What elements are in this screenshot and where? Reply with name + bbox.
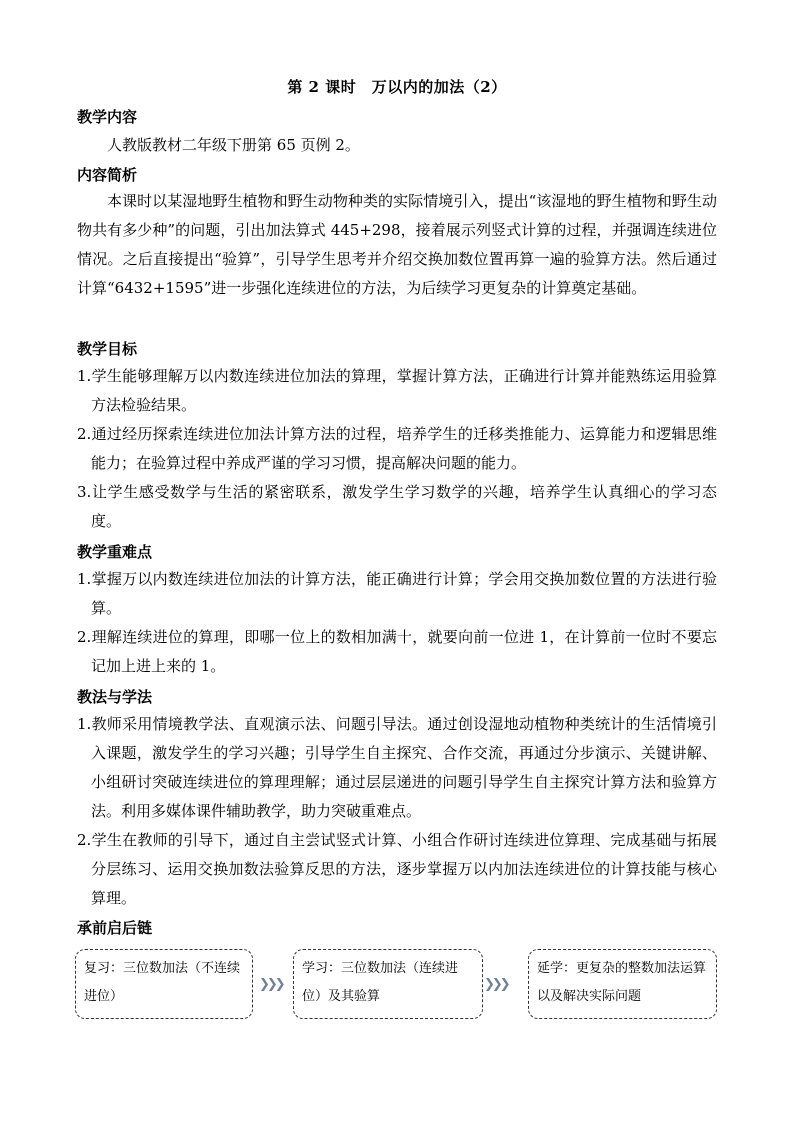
heading-content: 教学内容	[77, 108, 138, 126]
chain-box-extend: 延学：更复杂的整数加法运算以及解决实际问题	[528, 949, 717, 1019]
heading-key-points: 教学重难点	[77, 543, 153, 561]
goal-item: 3.让学生感受数学与生活的紧密联系，激发学生学习数学的兴趣，培养学生认真细心的学习态度。	[77, 483, 717, 530]
heading-chain: 承前启后链	[77, 919, 153, 937]
learning-chain	[75, 949, 720, 1023]
chain-arrow-icon: ❯❯❯	[484, 977, 508, 992]
chain-box-learn: 学习：三位数加法（连续进位）及其验算	[293, 949, 483, 1019]
key-point-item: 2.理解连续进位的算理，即哪一位上的数相加满十，就要向前一位进 1，在计算前一位时不要忘记加上进上来的 1。	[77, 628, 717, 675]
page-title: 第 2 课时 万以内的加法（2）	[287, 78, 507, 96]
chain-arrow-icon: ❯❯❯	[259, 977, 283, 992]
goal-item: 2.通过经历探索连续进位加法计算方法的过程，培养学生的迁移类推能力、运算能力和逻辑思维能力；在验算过程中养成严谨的学习习惯，提高解决问题的能力。	[77, 425, 717, 472]
heading-methods: 教法与学法	[77, 688, 153, 706]
method-item: 1.教师采用情境教学法、直观演示法、问题引导法。通过创设湿地动植物种类统计的生活情境引入课题，激发学生的学习兴趣；引导学生自主探究、合作交流，再通过分步演示、关键讲解、小组研讨突破连续进位的算理理解；通过层层递进的问题引导学生自主探究计算方法和验算方法。利用多媒体课件辅助教学，助力突破重难点。	[77, 715, 717, 820]
content-text: 人教版教材二年级下册第 65 页例 2。	[107, 136, 360, 154]
method-item: 2.学生在教师的引导下，通过自主尝试竖式计算、小组合作研讨连续进位算理、完成基础与拓展分层练习、运用交换加数法验算反思的方法，逐步掌握万以内加法连续进位的计算技能与核心算理。	[77, 831, 717, 907]
key-point-item: 1.掌握万以内数连续进位加法的计算方法，能正确进行计算；学会用交换加数位置的方法进行验算。	[77, 570, 717, 617]
goal-item: 1.学生能够理解万以内数连续进位加法的算理，掌握计算方法，正确进行计算并能熟练运用验算方法检验结果。	[77, 367, 717, 414]
chain-box-review: 复习：三位数加法（不连续进位）	[75, 949, 253, 1019]
heading-summary: 内容简析	[77, 166, 138, 184]
summary-text: 本课时以某湿地野生植物和野生动物种类的实际情境引入，提出“该湿地的野生植物和野生动物共有多少种”的问题，引出加法算式 445+298，接着展示列竖式计算的过程，并强调连续进位情况。之后直接提出“验算”，引导学生思考并介绍交换加数位置再算一遍的验算方法。然后通过计算“6432+1595”进一步强化连续进位的方法，为后续学习更复杂的计算奠定基础。	[77, 192, 717, 297]
heading-goals: 教学目标	[77, 340, 138, 358]
